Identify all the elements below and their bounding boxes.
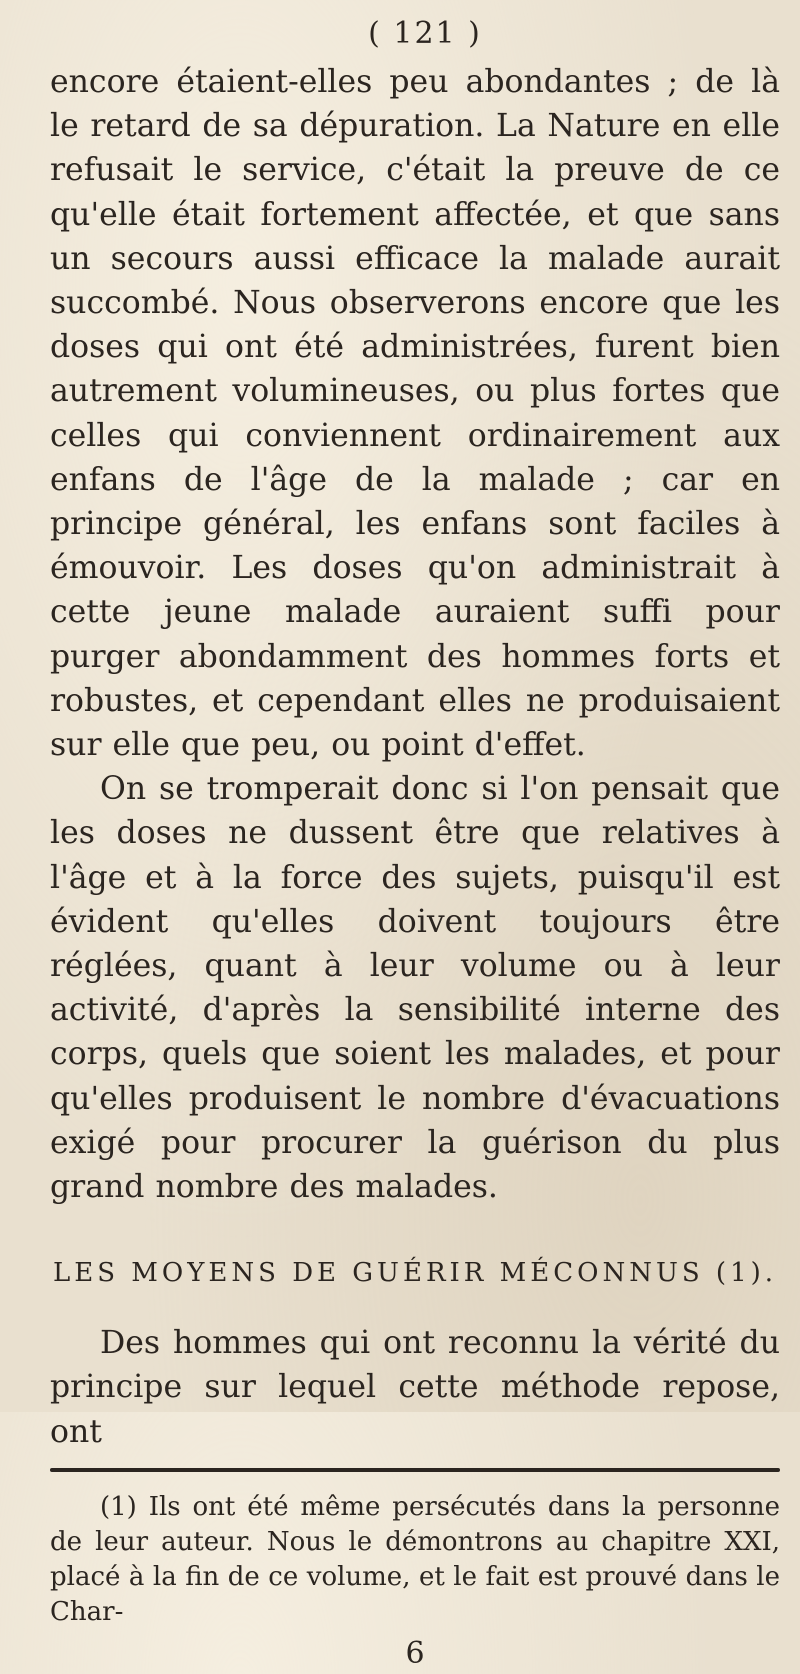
page-number: ( 121 ) xyxy=(368,16,482,51)
footnote-divider xyxy=(50,1468,780,1472)
section-paragraph: Des hommes qui ont reconnu la vérité du principe sur lequel cette méthode repose, ont xyxy=(50,1325,780,1450)
footnote-text: (1) Ils ont été même persécutés dans la personne de leur auteur. Nous le démontrons au chapitre XXI, placé à la fin de ce volume, et le fait est prouvé dans le Char- xyxy=(50,1491,780,1627)
paragraph-doses: On se tromperait donc si l'on pensait que les doses ne dussent être que relatives à l'âge et à la force des sujets, puisqu'il est évident qu'elles doivent toujours être réglées, quant à leur volume ou à leur activité, d'après la sensibilité interne des corps, quels que soient les malades, et pour qu'elles produisent le nombre d'évacuations exigé pour procurer la guérison du plus grand nombre des malades. xyxy=(50,771,780,1206)
paragraph-continuation: encore étaient-elles peu abondantes ; de là le retard de sa dépuration. La Nature en elle refusait le service, c'était la preuve de ce qu'elle était fortement affectée, et que sans un secours aussi efficace la malade aurait succombé. Nous observerons encore que les doses qui ont été administrées, furent bien autrement volumineuses, ou plus fortes que celles qui conviennent ordinairement aux enfans de l'âge de la malade ; car en principe général, les enfans sont faciles à émouvoir. Les doses qu'on administrait à cette jeune malade auraient suffi pour purger abondamment des hommes forts et robustes, et cependant elles ne produisaient sur elle que peu, ou point d'effet. xyxy=(50,64,780,764)
main-text xyxy=(50,60,780,1209)
book-page xyxy=(50,14,780,1671)
section-heading: LES MOYENS DE GUÉRIR MÉCONNUS (1). xyxy=(52,1258,778,1289)
signature-mark: 6 xyxy=(405,1635,425,1671)
footnote xyxy=(50,1490,780,1630)
section-text xyxy=(50,1321,780,1454)
